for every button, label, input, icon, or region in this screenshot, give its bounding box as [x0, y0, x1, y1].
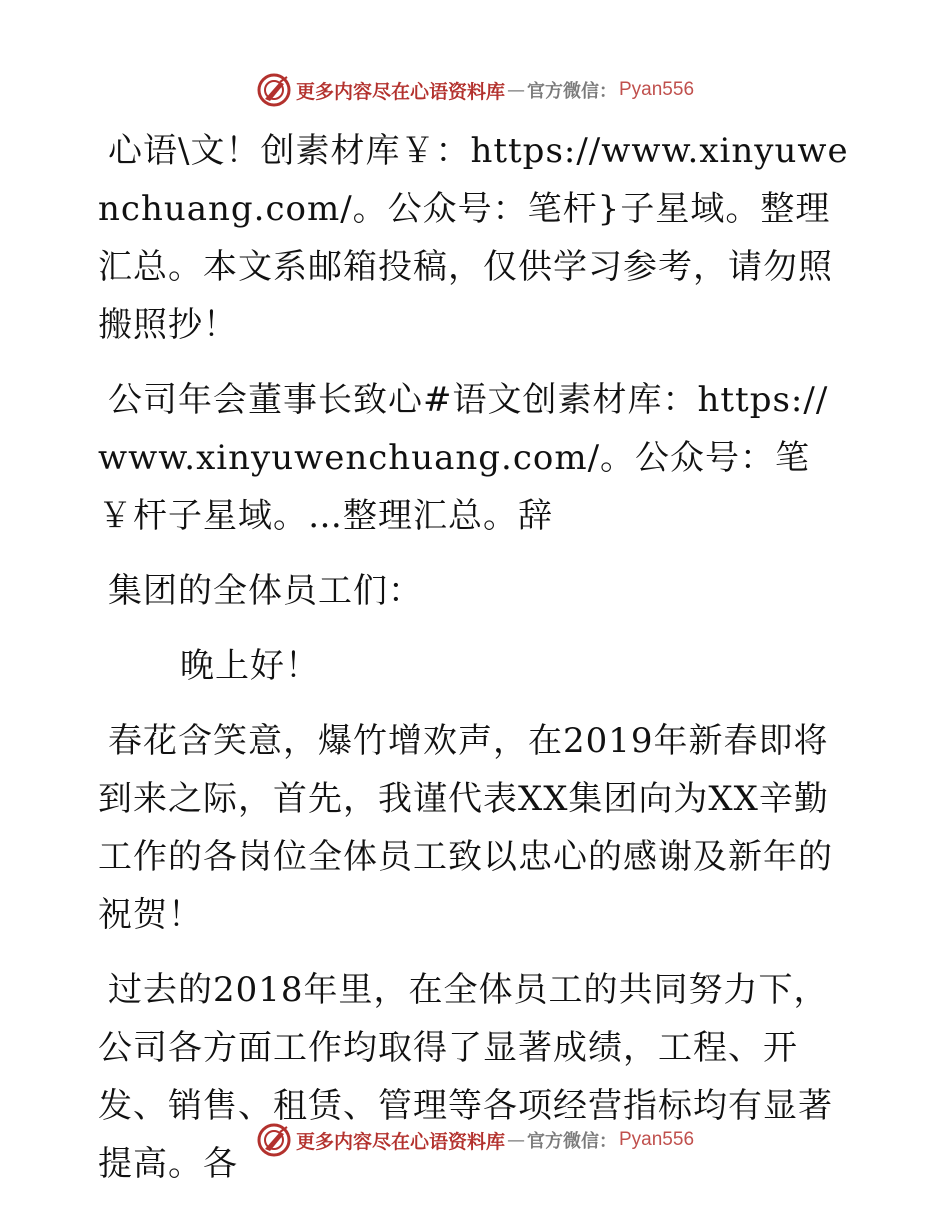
footer-banner-wechat-id: Pyan556: [619, 1129, 695, 1150]
paragraph-greeting: 晚上好！: [180, 646, 320, 686]
quill-pen-logo-icon: [256, 1122, 292, 1158]
header-banner: [0, 70, 950, 110]
banner-title: 更多内容尽在心语资料库: [295, 80, 505, 103]
paragraph-2018-review: 过去的2018年里，在全体员工的共同努力下，公司各方面工作均取得了显著成绩，工程、开发、销售、租赁、管理等各项经营指标均有显著提高。各: [98, 970, 833, 1184]
document-body: [98, 122, 858, 1210]
paragraph-title: 公司年会董事长致心#语文创素材库：https://www.xinyuwenchuang.com/。公众号：笔￥杆子星域。…整理汇总。辞: [98, 380, 829, 536]
banner-wechat-label: 官方微信：: [527, 81, 617, 102]
footer-banner-title: 更多内容尽在心语资料库: [295, 1130, 505, 1153]
paragraph-source-notice: 心语\文！创素材库￥：https://www.xinyuwenchuang.com/。公众号：笔杆}子星域。整理汇总。本文系邮箱投稿，仅供学习参考，请勿照搬照抄！: [98, 131, 849, 345]
banner-dash: —: [507, 79, 525, 101]
paragraph-new-year-wishes: 春花含笑意，爆竹增欢声，在2019年新春即将到来之际，首先，我谨代表XX集团向为XX辛勤工作的各岗位全体员工致以忠心的感谢及新年的祝贺！: [98, 721, 833, 935]
footer-banner-wechat-label: 官方微信：: [527, 1131, 617, 1152]
quill-pen-logo-icon: [256, 72, 292, 108]
footer-banner-dash: —: [507, 1129, 525, 1151]
paragraph-salutation: 集团的全体员工们：: [108, 571, 423, 611]
banner-wechat-id: Pyan556: [619, 79, 695, 100]
footer-banner: [0, 1120, 950, 1160]
